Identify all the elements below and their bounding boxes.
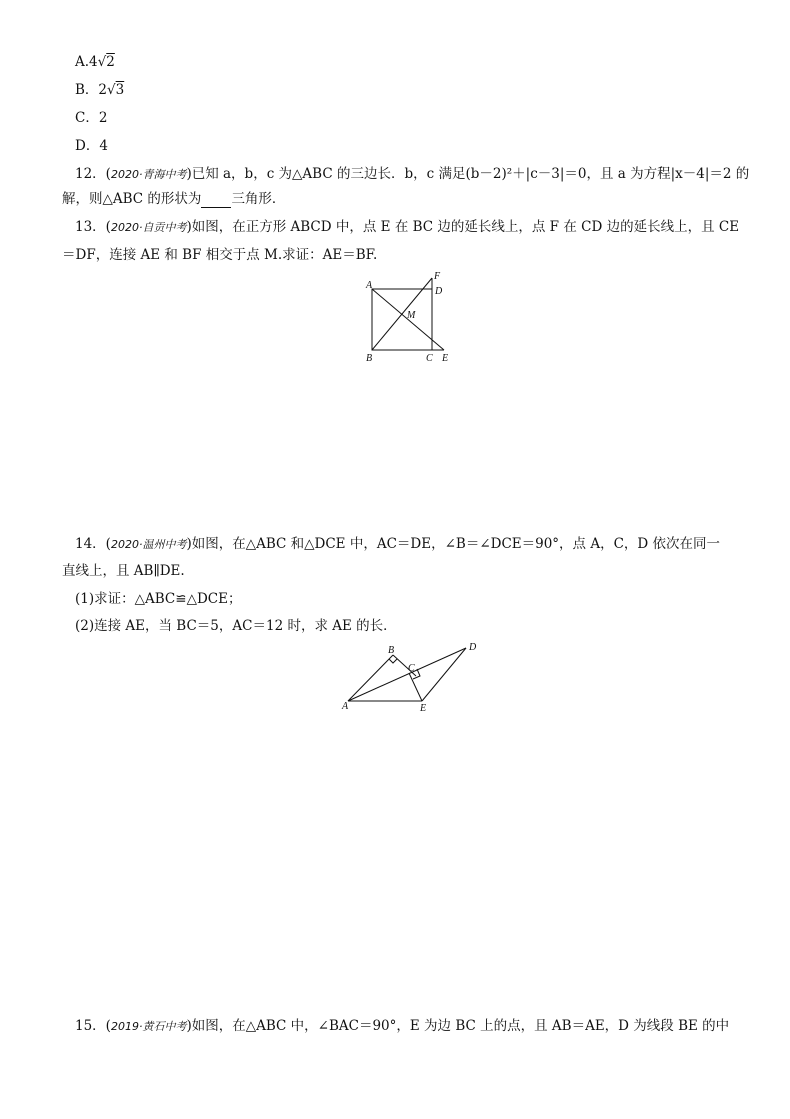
q14-text1: )如图，在△ABC 和△DCE 中，AC＝DE，∠B＝∠DCE＝90°，点 A，C，D 依次在同一 bbox=[186, 536, 721, 552]
option-b-radicand: 3 bbox=[115, 82, 125, 98]
q14-diagram bbox=[336, 638, 486, 718]
q13-line2 bbox=[62, 246, 377, 264]
q14-part2-text: (2)连接 AE，当 BC＝5，AC＝12 时，求 AE 的长． bbox=[75, 618, 397, 634]
q14-part2 bbox=[75, 617, 397, 635]
option-c bbox=[75, 109, 107, 127]
label-c: C bbox=[426, 353, 433, 364]
label-a: A bbox=[366, 280, 373, 291]
q13-diagram bbox=[362, 268, 462, 368]
option-a-radicand: 2 bbox=[106, 54, 115, 70]
label-d: D bbox=[435, 286, 443, 297]
label-b: B bbox=[388, 645, 395, 656]
q12-text3: 三角形． bbox=[231, 191, 286, 207]
option-b-label: B．2 bbox=[75, 82, 108, 98]
option-a bbox=[75, 53, 115, 71]
q13-text1: )如图，在正方形 ABCD 中，点 E 在 BC 边的延长线上，点 F 在 CD 边的延长线上，且 CE bbox=[186, 219, 740, 235]
option-b bbox=[75, 81, 124, 99]
segment-ab bbox=[348, 655, 393, 701]
q14-line1 bbox=[75, 535, 720, 554]
q14-text2: 直线上，且 AB∥DE. bbox=[62, 563, 185, 579]
q13-text2: ＝DF，连接 AE 和 BF 相交于点 M.求证：AE＝BF. bbox=[62, 247, 378, 263]
q13-line1 bbox=[75, 218, 739, 237]
label-c: C bbox=[408, 663, 415, 674]
q14-part1-text: (1)求证：△ABC≌△DCE； bbox=[75, 591, 242, 607]
q13-figure bbox=[362, 268, 462, 372]
q14-figure bbox=[336, 638, 486, 722]
q12-line1 bbox=[75, 165, 749, 184]
q14-number: 14．( bbox=[75, 536, 111, 552]
label-e: E bbox=[442, 353, 449, 364]
q13-number: 13．( bbox=[75, 219, 111, 235]
label-f: F bbox=[434, 271, 441, 282]
label-b: B bbox=[366, 353, 373, 364]
label-a: A bbox=[342, 701, 349, 712]
q12-source: 2020·青海中考 bbox=[110, 168, 187, 181]
sqrt-sign: √ bbox=[107, 82, 116, 98]
option-d bbox=[75, 137, 108, 155]
q12-text1: )已知 a，b，c 为△ABC 的三边长．b，c 满足(b－2)²＋|c－3|＝0，且 a 为方程|x－4|＝2 的 bbox=[186, 166, 750, 182]
option-c-label: C．2 bbox=[75, 110, 108, 126]
segment-ad bbox=[348, 648, 466, 701]
q15-line1 bbox=[75, 1017, 729, 1036]
q12-line2 bbox=[62, 190, 285, 208]
q15-text1: )如图，在△ABC 中，∠BAC＝90°，E 为边 BC 上的点，且 AB＝AE，D 为线段 BE 的中 bbox=[186, 1018, 730, 1034]
right-angle-b bbox=[389, 659, 397, 663]
option-a-label: A.4 bbox=[75, 54, 98, 70]
q14-part1 bbox=[75, 590, 241, 608]
q12-text2: 解，则△ABC 的形状为 bbox=[62, 191, 202, 207]
option-d-label: D．4 bbox=[75, 138, 108, 154]
label-e: E bbox=[420, 703, 427, 714]
label-d: D bbox=[469, 642, 477, 653]
segment-ce bbox=[409, 673, 422, 701]
q13-source: 2020·自贡中考 bbox=[110, 221, 187, 234]
q14-source: 2020·温州中考 bbox=[110, 538, 187, 551]
label-m: M bbox=[407, 310, 416, 321]
q12-answer-blank bbox=[201, 194, 231, 208]
q15-source: 2019·黄石中考 bbox=[110, 1020, 187, 1033]
square-abcd bbox=[372, 289, 432, 350]
q14-line2 bbox=[62, 562, 185, 580]
segment-de bbox=[422, 648, 466, 701]
sqrt-sign: √ bbox=[97, 54, 107, 70]
q12-number: 12．( bbox=[75, 166, 111, 182]
q15-number: 15．( bbox=[75, 1018, 111, 1034]
